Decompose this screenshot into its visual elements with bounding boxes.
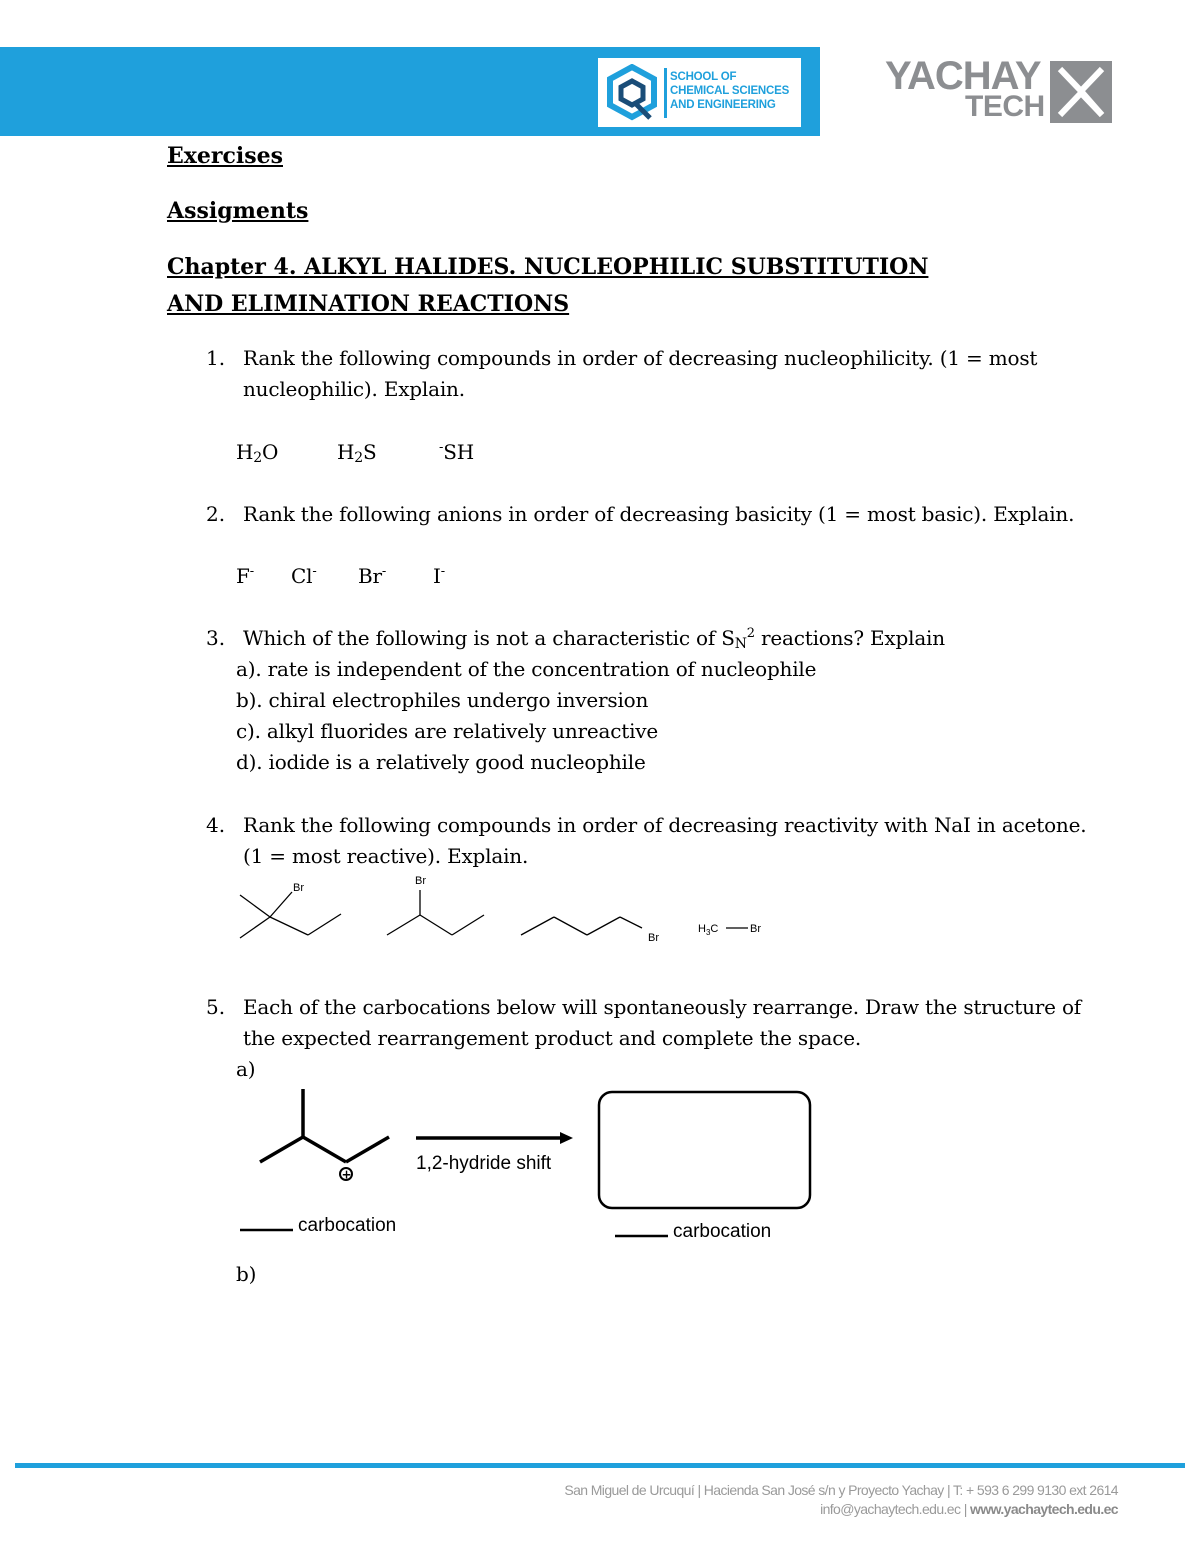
q1-c1-a: H: [236, 440, 254, 464]
school-name-line3: AND ENGINEERING: [670, 99, 776, 111]
arrow-label: 1,2-hydride shift: [416, 1153, 552, 1174]
q3-line1-a: Which of the following is not a characteristic of S: [243, 626, 735, 650]
q3-line1-sub: N: [734, 636, 747, 652]
school-name-line1: SCHOOL OF: [670, 71, 737, 83]
q1-c2-sub: 2: [354, 450, 363, 466]
school-logo-separator: [664, 68, 667, 118]
structure-primary-alkyl-bromide: [521, 917, 642, 935]
yachay-mark-icon: [1050, 61, 1112, 123]
struct4-h3c-label: [698, 923, 718, 937]
structure-sec-alkyl-bromide: [387, 890, 484, 935]
answer-box[interactable]: [599, 1092, 810, 1208]
q3-line1: [243, 626, 945, 652]
footer-email[interactable]: info@yachaytech.edu.ec: [820, 1501, 961, 1517]
q2-number: 2.: [206, 502, 226, 526]
q5-part-a-label: a): [236, 1057, 256, 1081]
carbocation-skeleton: [260, 1089, 389, 1162]
q2-a4: I: [433, 564, 441, 588]
q2-a3: Br: [358, 564, 382, 588]
q1-c2-b: S: [362, 440, 377, 464]
plus-symbol: +: [341, 1167, 352, 1182]
q2-anion-cl: [291, 564, 317, 588]
q2-a4-charge: -: [440, 564, 445, 579]
q5a-reaction: [240, 1080, 840, 1250]
q5-line2: the expected rearrangement product and complete the space.: [243, 1026, 862, 1050]
school-name: [670, 70, 789, 112]
blank-label-right: carbocation: [673, 1221, 772, 1242]
q1-c1-sub: 2: [253, 450, 262, 466]
q5-line1: Each of the carbocations below will spontaneously rearrange. Draw the structure of: [243, 995, 1081, 1019]
structure-tert-alkyl-bromide: [240, 892, 341, 938]
footer-website[interactable]: www.yachaytech.edu.ec: [970, 1501, 1118, 1517]
chapter-title-line1: Chapter 4. ALKYL HALIDES. NUCLEOPHILIC SUBSTITUTION: [167, 254, 929, 280]
q2-a1-charge: -: [249, 564, 254, 579]
q2-a3-charge: -: [381, 564, 387, 579]
q3-option-c: c). alkyl fluorides are relatively unreactive: [236, 719, 659, 743]
q5-part-b-label: b): [236, 1262, 257, 1286]
q1-number: 1.: [206, 346, 226, 370]
struct1-br-label: Br: [293, 882, 304, 894]
q2-a2: Cl: [291, 564, 313, 588]
positive-charge-icon: [340, 1168, 352, 1182]
footer-address: San Miguel de Urcuquí | Hacienda San José s/n y Proyecto Yachay | T: + 593 6 299 9130 ext 2614: [564, 1482, 1118, 1498]
reaction-arrow-icon: [416, 1132, 573, 1144]
h3c-sub: 3: [705, 928, 711, 937]
blank-label-left: carbocation: [298, 1215, 397, 1236]
q1-c1-b: O: [261, 440, 279, 464]
q3-line1-sup: 2: [746, 626, 755, 641]
q3-line1-b: reactions? Explain: [754, 626, 945, 650]
h3c-a: H: [698, 923, 706, 935]
footer-divider: [15, 1463, 1185, 1468]
footer-contact: [820, 1501, 1118, 1517]
q4-structures: [230, 870, 790, 950]
q3-option-a: a). rate is independent of the concentration of nucleophile: [236, 657, 817, 681]
q3-option-d: d). iodide is a relatively good nucleophile: [236, 750, 646, 774]
h3c-b: C: [710, 923, 719, 935]
molecule-icon: [606, 64, 658, 122]
q3-option-b: b). chiral electrophiles undergo inversion: [236, 688, 649, 712]
chapter-title-line2: AND ELIMINATION REACTIONS: [167, 291, 570, 317]
q5-number: 5.: [206, 995, 226, 1019]
heading-exercises: Exercises: [167, 143, 283, 169]
brand-yachay: YACHAY: [885, 54, 1041, 98]
q3-number: 3.: [206, 626, 226, 650]
heading-assignments: Assigments: [167, 198, 309, 224]
q1-compound-hs-anion: [439, 440, 474, 464]
q1-c3-sup: -: [439, 440, 444, 455]
q2-anion-br: [358, 564, 386, 588]
q2-anion-f: [236, 564, 254, 588]
q1-compound-h2s: [337, 440, 376, 466]
q1-compound-water: [236, 440, 278, 466]
q2-anion-i: [433, 564, 445, 588]
q1-c3-b: SH: [443, 440, 474, 464]
struct4-br-label: Br: [750, 923, 761, 935]
q1-line1: Rank the following compounds in order of decreasing nucleophilicity. (1 = most: [243, 346, 1038, 370]
school-name-line2: CHEMICAL SCIENCES: [670, 85, 790, 97]
struct2-br-label: Br: [415, 875, 426, 887]
brand-tech: TECH: [965, 90, 1045, 123]
school-logo-box: [598, 58, 801, 127]
q4-line2: (1 = most reactive). Explain.: [243, 844, 529, 868]
q4-line1: Rank the following compounds in order of decreasing reactivity with NaI in acetone.: [243, 813, 1087, 837]
struct3-br-label: Br: [648, 932, 659, 944]
footer-separator: |: [963, 1501, 967, 1517]
q2-line1: Rank the following anions in order of decreasing basicity (1 = most basic). Explain.: [243, 502, 1075, 526]
q4-number: 4.: [206, 813, 226, 837]
q2-a1: F: [236, 564, 250, 588]
q1-c2-a: H: [337, 440, 355, 464]
q1-line2: nucleophilic). Explain.: [243, 377, 465, 401]
q2-a2-charge: -: [312, 564, 317, 579]
